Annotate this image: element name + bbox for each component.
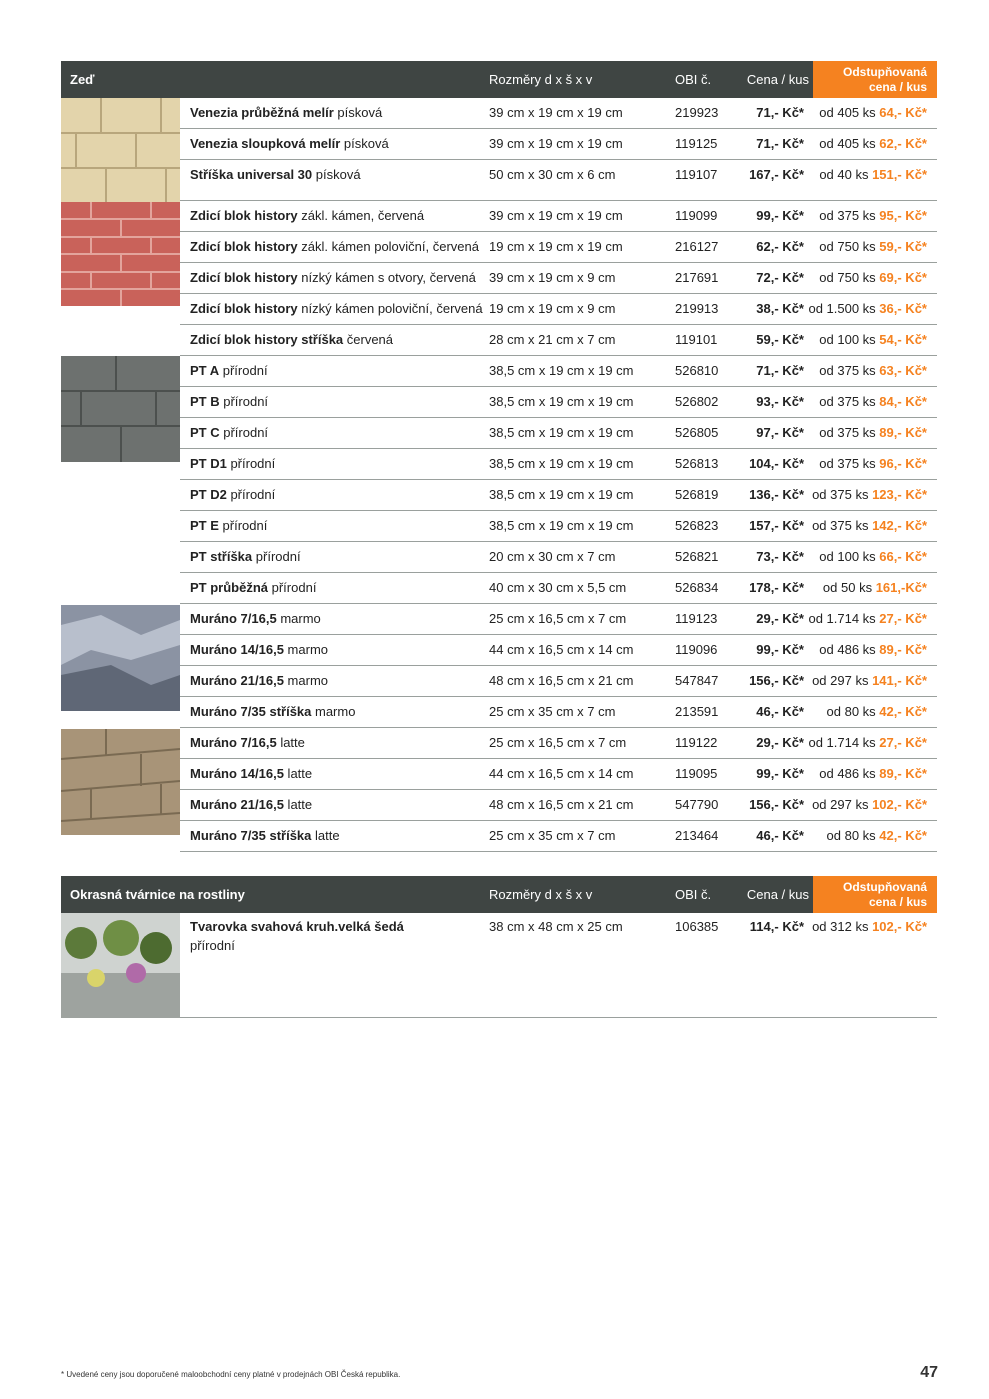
product-tier-price: od 405 ks 62,- Kč* [819,136,927,151]
product-name: PT D1 přírodní [190,456,276,471]
product-price: 59,- Kč* [756,332,804,347]
product-price: 97,- Kč* [756,425,804,440]
header-dimensions: Rozměry d x š x v [489,72,593,87]
product-obi-number: 219923 [675,105,719,120]
table-row [180,480,937,511]
product-tier-price: od 375 ks 96,- Kč* [819,456,927,471]
product-dimensions: 19 cm x 19 cm x 19 cm [489,239,623,254]
header-price: Cena / kus [746,72,809,87]
product-price: 167,- Kč* [749,167,804,182]
product-name: Muráno 7/35 stříška marmo [190,704,356,719]
product-price: 114,- Kč* [749,919,804,934]
product-dimensions: 38,5 cm x 19 cm x 19 cm [489,518,634,533]
table-row [180,418,937,449]
header-obi: OBI č. [675,887,712,902]
product-obi-number: 106385 [675,919,719,934]
table-header [61,876,937,913]
product-name: PT E přírodní [190,518,268,533]
product-obi-number: 119123 [675,611,718,626]
table-row [180,604,937,635]
product-price: 29,- Kč* [756,611,804,626]
product-name: Zdicí blok history nízký kámen s otvory, červená [190,270,476,285]
section-okrasna-tvarnice [61,876,937,1018]
table-row [180,728,937,759]
product-obi-number: 213591 [675,704,719,719]
table-row [180,635,937,666]
header-category: Zeď [70,72,95,87]
table-row [180,542,937,573]
table-row [180,356,937,387]
product-tier-price: od 50 ks 161,-Kč* [822,580,927,595]
table-row [180,325,937,356]
product-price: 29,- Kč* [756,735,804,750]
header-obi: OBI č. [675,72,712,87]
product-list [180,913,937,1018]
product-price: 46,- Kč* [756,828,804,843]
table-row [180,98,937,129]
product-price: 46,- Kč* [756,704,804,719]
product-tier-price: od 1.714 ks 27,- Kč* [808,735,927,750]
product-dimensions: 20 cm x 30 cm x 7 cm [489,549,616,564]
product-obi-number: 119095 [675,766,718,781]
product-tier-price: od 40 ks 151,- Kč* [819,167,927,182]
product-tier-price: od 312 ks 102,- Kč* [812,919,927,934]
table-row [180,201,937,232]
product-list [180,98,937,852]
product-tier-price: od 375 ks 142,- Kč* [812,518,927,533]
table-row [180,511,937,542]
product-name: Muráno 14/16,5 latte [190,766,313,781]
product-obi-number: 119122 [675,735,718,750]
product-name: Zdicí blok history zákl. kámen poloviční, červená [190,239,479,254]
table-row [180,129,937,160]
product-price: 99,- Kč* [756,766,804,781]
product-name: Muráno 7/16,5 latte [190,735,305,750]
product-price: 156,- Kč* [749,673,804,688]
product-dimensions: 25 cm x 16,5 cm x 7 cm [489,735,627,750]
table-row [180,294,937,325]
header-price: Cena / kus [746,887,809,902]
product-dimensions: 25 cm x 35 cm x 7 cm [489,704,616,719]
product-tier-price: od 486 ks 89,- Kč* [819,642,927,657]
product-dimensions: 38,5 cm x 19 cm x 19 cm [489,425,634,440]
header-tier-price: Odstupňovaná cena / kus [813,61,937,98]
table-row [180,790,937,821]
table-row [180,759,937,790]
product-obi-number: 119096 [675,642,718,657]
product-price: 157,- Kč* [749,518,804,533]
product-obi-number: 217691 [675,270,719,285]
product-price: 178,- Kč* [749,580,804,595]
table-row [180,387,937,418]
section-zed [61,61,937,852]
product-tier-price: od 375 ks 123,- Kč* [812,487,927,502]
table-row [180,697,937,728]
table-row [180,232,937,263]
product-obi-number: 216127 [675,239,719,254]
product-obi-number: 526819 [675,487,719,502]
murano-latte-image [61,729,180,835]
table-row [180,666,937,697]
product-dimensions: 48 cm x 16,5 cm x 21 cm [489,797,634,812]
product-obi-number: 213464 [675,828,719,843]
product-dimensions: 39 cm x 19 cm x 19 cm [489,136,623,151]
product-name: PT B přírodní [190,394,269,409]
product-tier-price: od 100 ks 54,- Kč* [819,332,927,347]
table-header [61,61,937,98]
product-price: 99,- Kč* [756,208,804,223]
product-name: Venezia průběžná melír písková [190,105,383,120]
product-tier-price: od 297 ks 141,- Kč* [812,673,927,688]
product-price: 71,- Kč* [756,136,804,151]
product-obi-number: 547847 [675,673,719,688]
product-price: 136,- Kč* [749,487,804,502]
product-obi-number: 526802 [675,394,719,409]
product-name: Venezia sloupková melír písková [190,136,389,151]
product-price: 156,- Kč* [749,797,804,812]
product-tier-price: od 375 ks 89,- Kč* [819,425,927,440]
product-price: 72,- Kč* [756,270,804,285]
product-dimensions: 39 cm x 19 cm x 9 cm [489,270,616,285]
murano-marmo-image [61,605,180,711]
product-tier-price: od 375 ks 63,- Kč* [819,363,927,378]
venezia-sand-block-image [61,98,180,202]
product-price: 38,- Kč* [756,301,804,316]
product-tier-price: od 297 ks 102,- Kč* [812,797,927,812]
product-price: 93,- Kč* [756,394,804,409]
product-price: 71,- Kč* [756,105,804,120]
product-tier-price: od 486 ks 89,- Kč* [819,766,927,781]
product-name: PT průběžná přírodní [190,580,317,595]
product-tier-price: od 1.714 ks 27,- Kč* [808,611,927,626]
product-dimensions: 38,5 cm x 19 cm x 19 cm [489,363,634,378]
product-name: Muráno 7/16,5 marmo [190,611,321,626]
product-obi-number: 547790 [675,797,719,812]
product-obi-number: 526813 [675,456,719,471]
product-dimensions: 38,5 cm x 19 cm x 19 cm [489,487,634,502]
product-name: Muráno 14/16,5 marmo [190,642,328,657]
product-price: 73,- Kč* [756,549,804,564]
product-name: Zdicí blok history nízký kámen poloviční, červená [190,301,483,316]
history-red-brick-image [61,202,180,306]
product-dimensions: 44 cm x 16,5 cm x 14 cm [489,642,634,657]
product-tier-price: od 375 ks 84,- Kč* [819,394,927,409]
table-row [180,913,937,1018]
product-tier-price: od 750 ks 59,- Kč* [819,239,927,254]
product-name: Zdicí blok history zákl. kámen, červená [190,208,425,223]
product-name: PT A přírodní [190,363,268,378]
product-obi-number: 119099 [675,208,718,223]
pt-gray-block-image [61,356,180,462]
product-dimensions: 48 cm x 16,5 cm x 21 cm [489,673,634,688]
header-dimensions: Rozměry d x š x v [489,887,593,902]
product-obi-number: 526821 [675,549,719,564]
product-name: Stříška universal 30 písková [190,167,361,182]
product-dimensions: 28 cm x 21 cm x 7 cm [489,332,616,347]
product-name: Muráno 21/16,5 marmo [190,673,328,688]
product-dimensions: 39 cm x 19 cm x 19 cm [489,105,623,120]
planter-block-image [61,913,180,1018]
product-name: PT D2 přírodní [190,487,276,502]
product-obi-number: 526805 [675,425,719,440]
table-row [180,160,937,201]
product-name: Zdicí blok history stříška červená [190,332,394,347]
footnote: * Uvedené ceny jsou doporučené maloobchodní ceny platné v prodejnách OBI Česká republika. [61,1370,401,1379]
product-obi-number: 119101 [675,332,718,347]
product-price: 99,- Kč* [756,642,804,657]
product-dimensions: 25 cm x 16,5 cm x 7 cm [489,611,627,626]
product-price: 104,- Kč* [749,456,804,471]
product-price: 62,- Kč* [756,239,804,254]
page-number: 47 [920,1364,938,1381]
product-dimensions: 44 cm x 16,5 cm x 14 cm [489,766,634,781]
product-tier-price: od 1.500 ks 36,- Kč* [808,301,927,316]
product-tier-price: od 80 ks 42,- Kč* [826,828,927,843]
table-row [180,821,937,852]
table-row [180,449,937,480]
product-obi-number: 526834 [675,580,719,595]
product-obi-number: 219913 [675,301,719,316]
product-name: PT stříška přírodní [190,549,301,564]
product-name: Tvarovka svahová kruh.velká šedá přírodní [190,919,404,953]
product-dimensions: 38,5 cm x 19 cm x 19 cm [489,394,634,409]
product-dimensions: 50 cm x 30 cm x 6 cm [489,167,616,182]
product-dimensions: 40 cm x 30 cm x 5,5 cm [489,580,627,595]
product-price: 71,- Kč* [756,363,804,378]
header-category: Okrasná tvárnice na rostliny [70,887,245,902]
table-row [180,263,937,294]
table-row [180,573,937,604]
product-dimensions: 38,5 cm x 19 cm x 19 cm [489,456,634,471]
product-tier-price: od 80 ks 42,- Kč* [826,704,927,719]
product-obi-number: 119107 [675,167,718,182]
product-dimensions: 25 cm x 35 cm x 7 cm [489,828,616,843]
product-name: PT C přírodní [190,425,269,440]
product-name: Muráno 21/16,5 latte [190,797,313,812]
product-dimensions: 39 cm x 19 cm x 19 cm [489,208,623,223]
product-obi-number: 526810 [675,363,719,378]
product-dimensions: 19 cm x 19 cm x 9 cm [489,301,616,316]
product-obi-number: 119125 [675,136,718,151]
product-dimensions: 38 cm x 48 cm x 25 cm [489,919,623,934]
product-tier-price: od 375 ks 95,- Kč* [819,208,927,223]
product-tier-price: od 750 ks 69,- Kč* [819,270,927,285]
product-tier-price: od 405 ks 64,- Kč* [819,105,927,120]
product-name: Muráno 7/35 stříška latte [190,828,340,843]
header-tier-price: Odstupňovaná cena / kus [813,876,937,913]
product-obi-number: 526823 [675,518,719,533]
product-tier-price: od 100 ks 66,- Kč* [819,549,927,564]
